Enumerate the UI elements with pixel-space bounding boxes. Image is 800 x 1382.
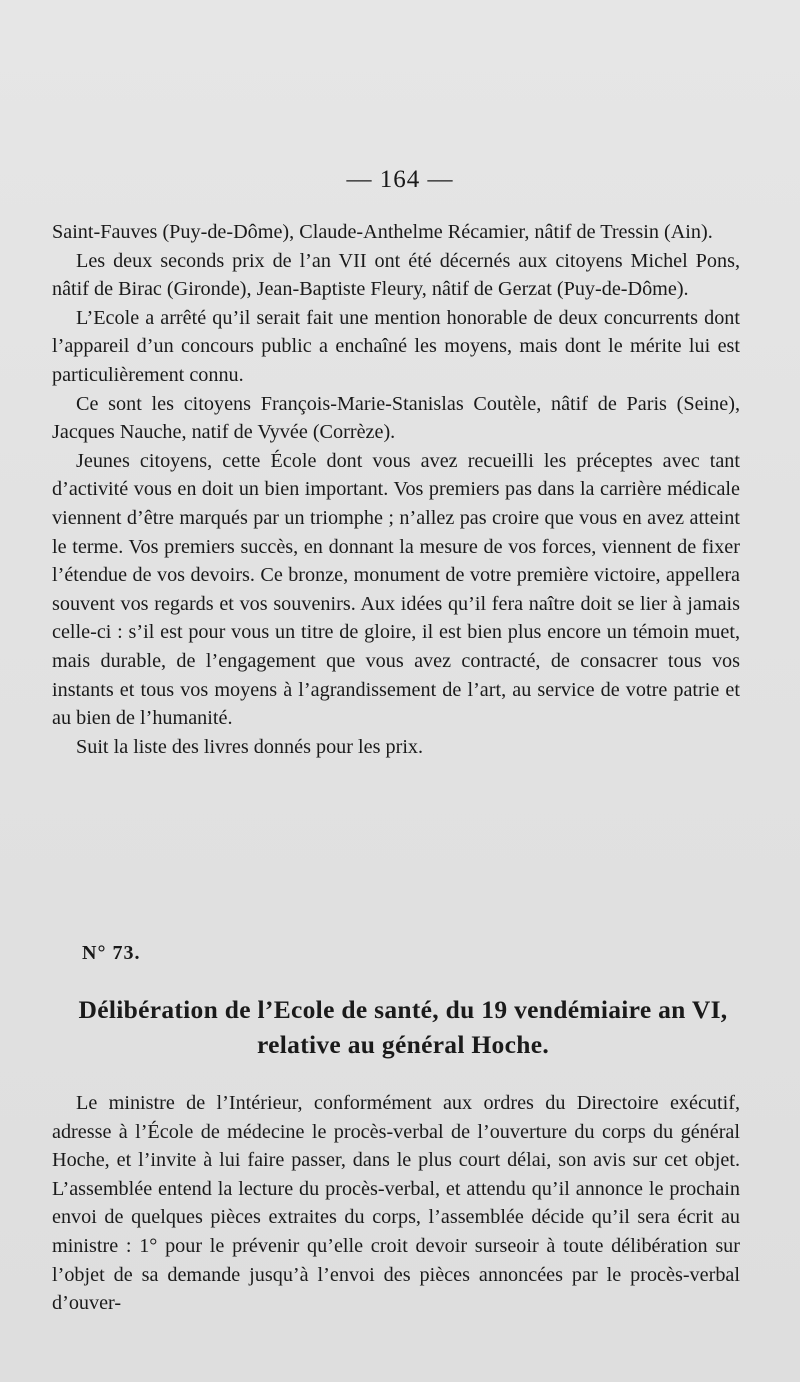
document-number: N° 73. xyxy=(82,942,141,964)
section-heading: Délibération de l’Ecole de santé, du 19 vendémiaire an VI, relative au général Hoche. xyxy=(78,995,728,1059)
paragraph: Les deux seconds prix de l’an VII ont été décernés aux citoyens Michel Pons, nâtif de Birac (Gironde), Jean-Baptiste Fleury, nâtif de Gerzat (Puy-de-Dôme). xyxy=(52,249,740,301)
paragraph: Ce sont les citoyens François-Marie-Stanislas Coutèle, nâtif de Paris (Seine), Jacques Nauche, natif de Vyvée (Corrèze). xyxy=(52,392,740,444)
body-text-lower xyxy=(52,1089,740,1318)
paragraph: Le ministre de l’Intérieur, conformément aux ordres du Directoire exécutif, adresse à l’École de médecine le procès-verbal de l’ouverture du corps du général Hoche, et l’invite à lui faire passer, dans le plus court délai, son avis sur cet objet. L’assemblée entend la lecture du procès-verbal, et attendu qu’il annonce le prochain envoi de quelques pièces extraites du corps, l’assemblée décide qu’il sera écrit au ministre : 1° pour le prévenir qu’elle croit devoir surseoir à toute délibération sur l’objet de sa demande jusqu’à l’envoi des pièces annoncées par le procès-verbal d’ouver- xyxy=(52,1092,740,1315)
page-number: — 164 — xyxy=(346,166,454,193)
paragraph: L’Ecole a arrêté qu’il serait fait une mention honorable de deux concurrents dont l’appareil d’un concours public a enchaîné les moyens, mais dont le mérite lui est particulièrement connu. xyxy=(52,306,740,386)
paragraph: Saint-Fauves (Puy-de-Dôme), Claude-Anthelme Récamier, nâtif de Tressin (Ain). xyxy=(52,221,713,243)
paragraph: Suit la liste des livres donnés pour les prix. xyxy=(76,735,424,758)
body-text-upper xyxy=(52,218,740,761)
paragraph: Jeunes citoyens, cette École dont vous avez recueilli les préceptes avec tant d’activité vous en doit un bien important. Vos premiers pas dans la carrière médicale viennent d’être marqués par un triomphe ; n’allez pas croire que vous en avez atteint le terme. Vos premiers succès, en donnant la mesure de vos forces, viennent de fixer l’étendue de vos devoirs. Ce bronze, monument de votre première victoire, appellera souvent vos regards et vos souvenirs. Aux idées qu’il fera naître doit se lier à jamais celle-ci : s’il est pour vous un titre de gloire, il est bien plus encore un témoin muet, mais durable, de l’engagement que vous avez contracté, de consacrer tous vos instants et tous vos moyens à l’agrandissement de l’art, au service de votre patrie et au bien de l’humanité. xyxy=(52,449,740,730)
